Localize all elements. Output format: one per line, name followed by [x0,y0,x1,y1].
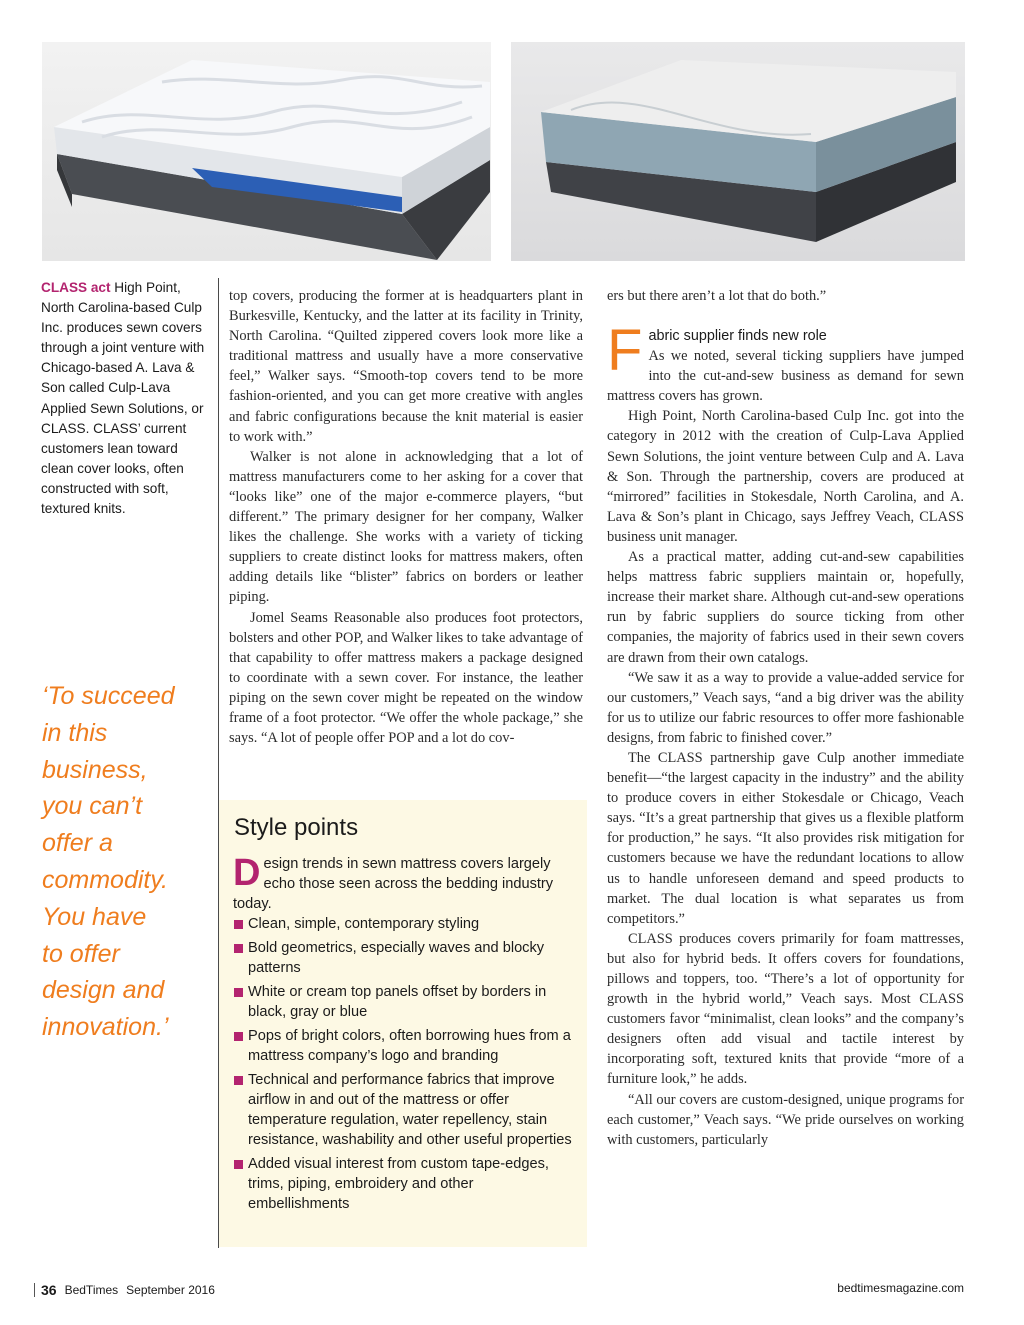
drop-cap: F [607,318,643,384]
pull-quote-line: ‘To succeed [42,682,175,710]
pull-quote-line: to offer [42,939,120,968]
style-points-list [233,914,573,1214]
website-link[interactable]: bedtimesmagazine.com [837,1281,964,1295]
list-item: Added visual interest from custom tape-edges, trims, piping, embroidery and other embellishments [233,1154,573,1214]
photo-caption [41,278,211,519]
caption-text: High Point, North Carolina-based Culp Inc. produces sewn covers through a joint venture with Chicago-based A. Lava & Son called Culp-Lava Applied Sewn Solutions, or CLASS. CLASS’ current customers lean toward clean cover looks, often constructed with soft, textured knits. [41,280,205,517]
mattress-photo-left [42,42,491,261]
paragraph: Walker is not alone in acknowledging that a lot of mattress manufacturers come to her asking for a cover that “looks like” one of the major e-commerce players, “but different.” The primary designer for her company, Walker likes the challenge. She works with a variety of ticking suppliers to create distinct looks for mattress makers, often adding details like “blister” fabrics on borders or leather piping. [229,448,583,606]
page-number: 36 [41,1282,57,1298]
sidebar-intro-text: esign trends in sewn mattress covers largely echo those seen across the bedding industry today. [233,856,554,913]
paragraph: “All our covers are custom-designed, unique programs for each customer,” Veach says. “We pride ourselves on working with customers, particularly [607,1091,964,1148]
list-item: Technical and performance fabrics that improve airflow in and out of the mattress or offer temperature regulation, water repellency, stain resistance, washability and other useful properties [233,1070,573,1150]
pull-quote-line: innovation.’ [42,1013,169,1042]
paragraph: The CLASS partnership gave Culp another immediate benefit—“the largest capacity in the industry” and the ability to produce covers in either Stokesdale or Chicago, Veach says. “It’s a great partnership that gives us a flexible platform for production,” he says. “It also provides risk mitigation for customers because we have the redundant locations to allow us to handle unforeseen demand and speed products to market. The dual location is what separates us from competitors.” [607,749,964,927]
article-column-right [607,286,964,1150]
paragraph: ers but there aren’t a lot that do both.” [607,288,827,304]
paragraph: As we noted, several ticking suppliers have jumped into the cut-and-sew business as demand for sewn mattress covers has grown. [607,348,964,405]
paragraph: CLASS produces covers primarily for foam mattresses, but also for hybrid beds. It offers covers for foundations, pillows and toppers, too. “There’s a lot of opportunity for growth in the hybrid world,” Veach says. Most CLASS customers favor “minimalist, clean looks” and the company’s designers often add visual and tactile interest by incorporating soft, textured knits that provide “more of a furniture look,” he adds. [607,930,964,1088]
sidebar-intro [233,854,573,914]
pull-quote-line: in this [42,718,108,747]
footer-divider [34,1283,35,1297]
sidebar-title: Style points [234,814,359,841]
sidebar-body [233,854,573,1218]
mattress-photo-right [511,42,965,261]
pull-quote-line: business, [42,755,148,784]
paragraph: High Point, North Carolina-based Culp Inc. got into the category in 2012 with the creation of Culp-Lava Applied Sewn Solutions, the joint venture between Culp and A. Lava & Son. Through the partnership, covers are produced at “mirrored” facilities in Stokesdale, North Carolina, and A. Lava & Son’s plant in Chicago, says Jeffrey Veach, CLASS business unit manager. [607,408,964,545]
publication-name: BedTimes [64,1283,119,1297]
paragraph: top covers, producing the former at is headquarters plant in Burkesville, Kentucky, and the latter at its facility in Trinity, North Carolina. “Quilted zippered covers look more like a traditional mattress and usually have a more conservative feel,” Walker says. “Smooth-top covers tend to be more fashion-oriented, and you can get more creative with angles and fabric configurations because the knit material is easier to work with.” [229,288,583,445]
pull-quote-line: you can’t [42,792,143,821]
pull-quote [42,678,217,1046]
caption-lead: CLASS act [41,280,111,295]
paragraph: As a practical matter, adding cut-and-sew capabilities helps mattress fabric suppliers maintain or, hopefully, increase their market share. Although cut-and-sew operations run by fabric suppliers do source ticking from other companies, the majority of fabrics used in their sewn covers are drawn from their own catalogs. [607,549,964,666]
pull-quote-line: design and [42,976,165,1005]
page-footer-left [34,1282,215,1298]
list-item: White or cream top panels offset by borders in black, gray or blue [233,982,573,1022]
list-item: Bold geometrics, especially waves and blocky patterns [233,938,573,978]
article-column-middle [229,286,583,748]
subhead-text: abric supplier finds new role [648,328,827,345]
issue-date: September 2016 [126,1283,215,1297]
pull-quote-line: commodity. [42,865,168,894]
pull-quote-line: offer a [42,829,113,858]
sidebar-drop-cap: D [233,852,261,894]
list-item: Pops of bright colors, often borrowing hues from a mattress company’s logo and branding [233,1026,573,1066]
pull-quote-line: You have [42,902,147,931]
list-item: Clean, simple, contemporary styling [233,914,573,934]
paragraph: “We saw it as a way to provide a value-added service for our customers,” Veach says, “and a big driver was the ability for us to utilize our fabric resources to offer more fashionable designs, from fabric to finished cover.” [607,669,964,746]
paragraph: Jomel Seams Reasonable also produces foot protectors, bolsters and other POP, and Walker likes to take advantage of that capability to offer mattress makers a package designed to coordinate with a sewn cover. For instance, the leather piping on the sewn cover might be repeated on the window frame of a foot protector. “We offer the whole package,” she says. “A lot of people offer POP and a lot do cov- [229,609,583,747]
style-points-sidebar [219,800,587,1247]
